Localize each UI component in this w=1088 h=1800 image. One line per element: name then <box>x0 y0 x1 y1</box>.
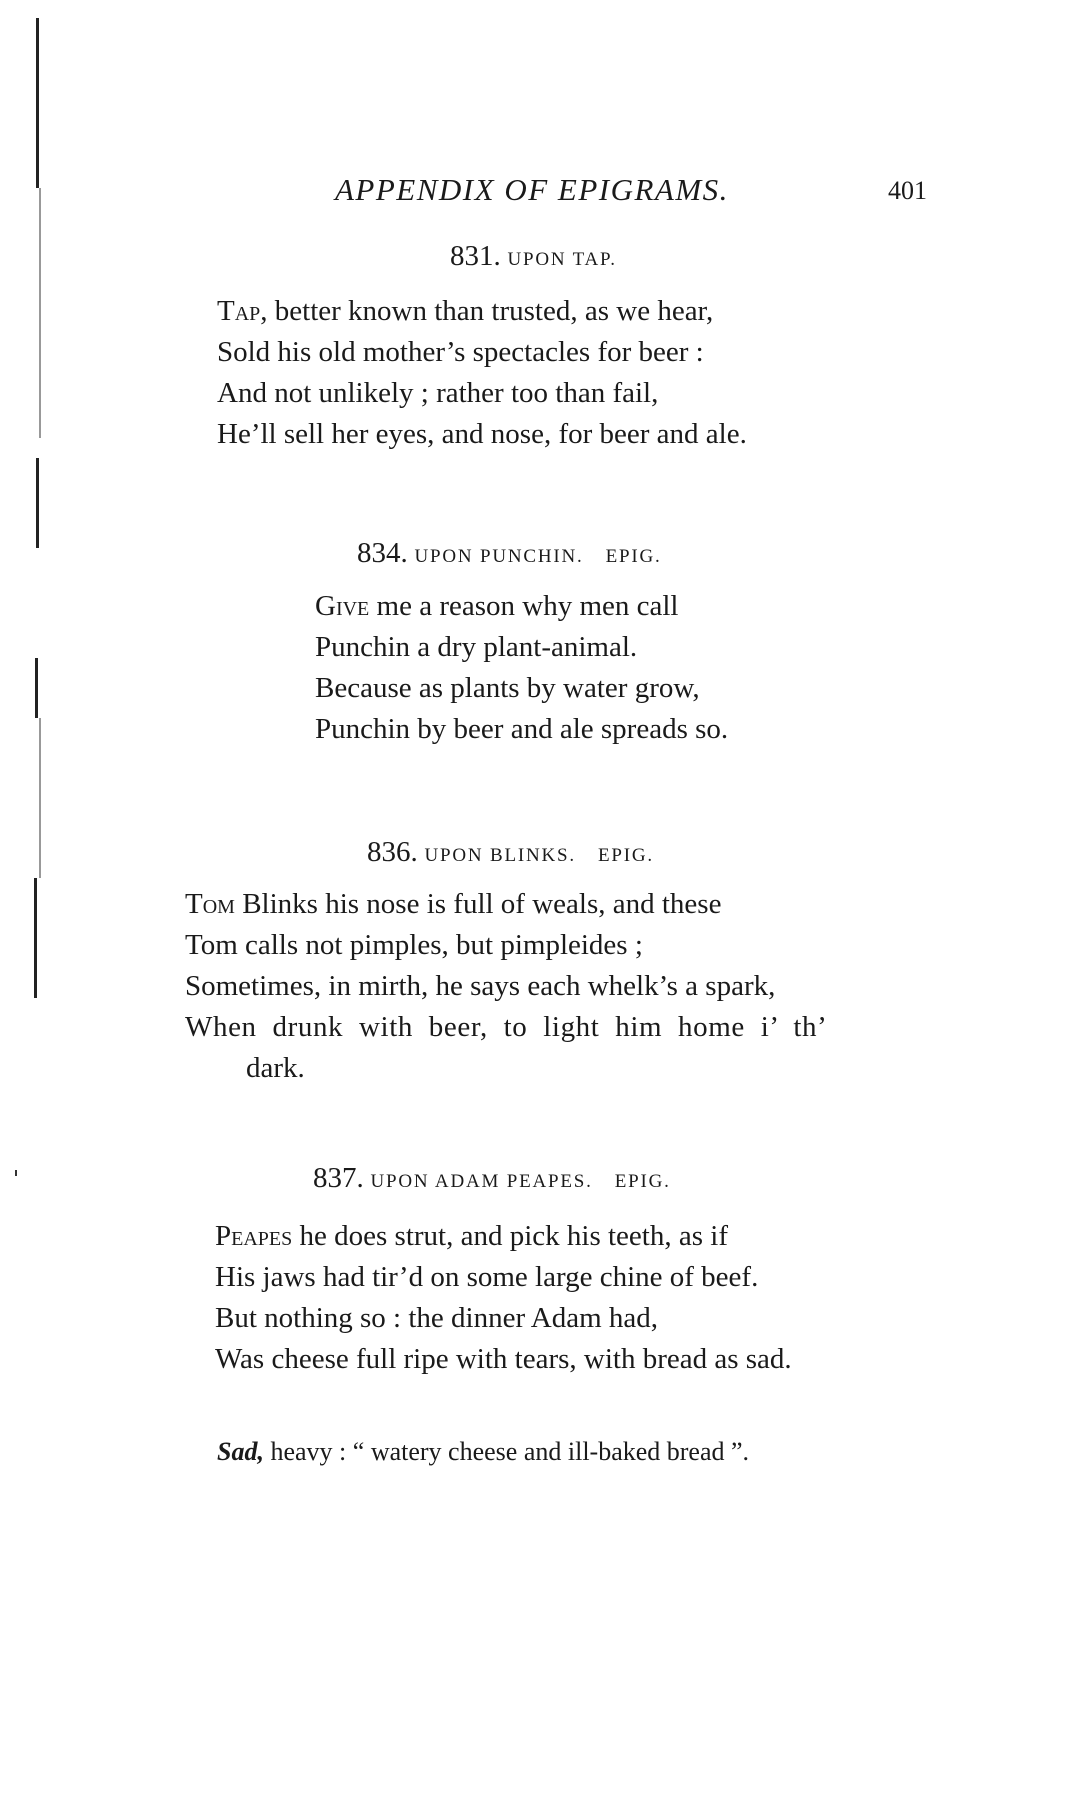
footnote-term: Sad, <box>217 1437 264 1466</box>
verse-line: But nothing so : the dinner Adam had, <box>215 1302 659 1334</box>
verse-line: Sometimes, in mirth, he says each whelk’s a spark, <box>185 970 776 1002</box>
verse-line: Punchin a dry plant-animal. <box>315 631 638 663</box>
epigram-number: 834. <box>357 537 408 569</box>
footnote <box>217 1437 749 1467</box>
footnote-text: heavy : “ watery cheese and ill-baked bread ”. <box>263 1437 750 1466</box>
epigram-suffix: EPIG. <box>605 546 662 567</box>
epigram-number: 836. <box>367 836 418 868</box>
verse-line: Sold his old mother’s spectacles for beer : <box>217 336 704 368</box>
verse-line: When drunk with beer, to light him home i’ th’ <box>185 1011 828 1043</box>
verse-line-continuation: dark. <box>246 1052 305 1084</box>
verse-line: Because as plants by water grow, <box>315 672 700 704</box>
verse-line: Punchin by beer and ale spreads so. <box>315 713 729 745</box>
epigram-title: UPON TAP. <box>507 249 617 270</box>
epigram-number: 837. <box>313 1162 364 1194</box>
epigram-title: UPON PUNCHIN. <box>414 546 584 567</box>
epigram-title: UPON BLINKS. <box>424 845 576 866</box>
epigram-heading <box>313 1162 671 1195</box>
verse-line: Tap, better known than trusted, as we hear, <box>217 295 714 327</box>
epigram-suffix: EPIG. <box>614 1171 671 1192</box>
running-title: APPENDIX OF EPIGRAMS. <box>335 172 729 207</box>
verse-line: Was cheese full ripe with tears, with bread as sad. <box>215 1343 792 1375</box>
verse-line: He’ll sell her eyes, and nose, for beer and ale. <box>217 418 747 450</box>
verse-line: Tom Blinks his nose is full of weals, and these <box>185 888 722 920</box>
epigram-number: 831. <box>450 240 501 272</box>
page-header <box>0 172 1088 212</box>
verse-line: Peapes he does strut, and pick his teeth, as if <box>215 1220 728 1252</box>
verse-line: His jaws had tir’d on some large chine of beef. <box>215 1261 759 1293</box>
page-number: 401 <box>888 176 927 205</box>
epigram-title: UPON ADAM PEAPES. <box>370 1171 593 1192</box>
binding-edge <box>36 18 39 998</box>
verse-line: Tom calls not pimples, but pimpleides ; <box>185 929 643 961</box>
epigram-heading <box>450 240 617 273</box>
epigram-heading <box>357 537 662 570</box>
verse-line: And not unlikely ; rather too than fail, <box>217 377 659 409</box>
verse-line: Give me a reason why men call <box>315 590 679 622</box>
epigram-heading <box>367 836 654 869</box>
scan-speck <box>15 1170 17 1176</box>
epigram-suffix: EPIG. <box>597 845 654 866</box>
